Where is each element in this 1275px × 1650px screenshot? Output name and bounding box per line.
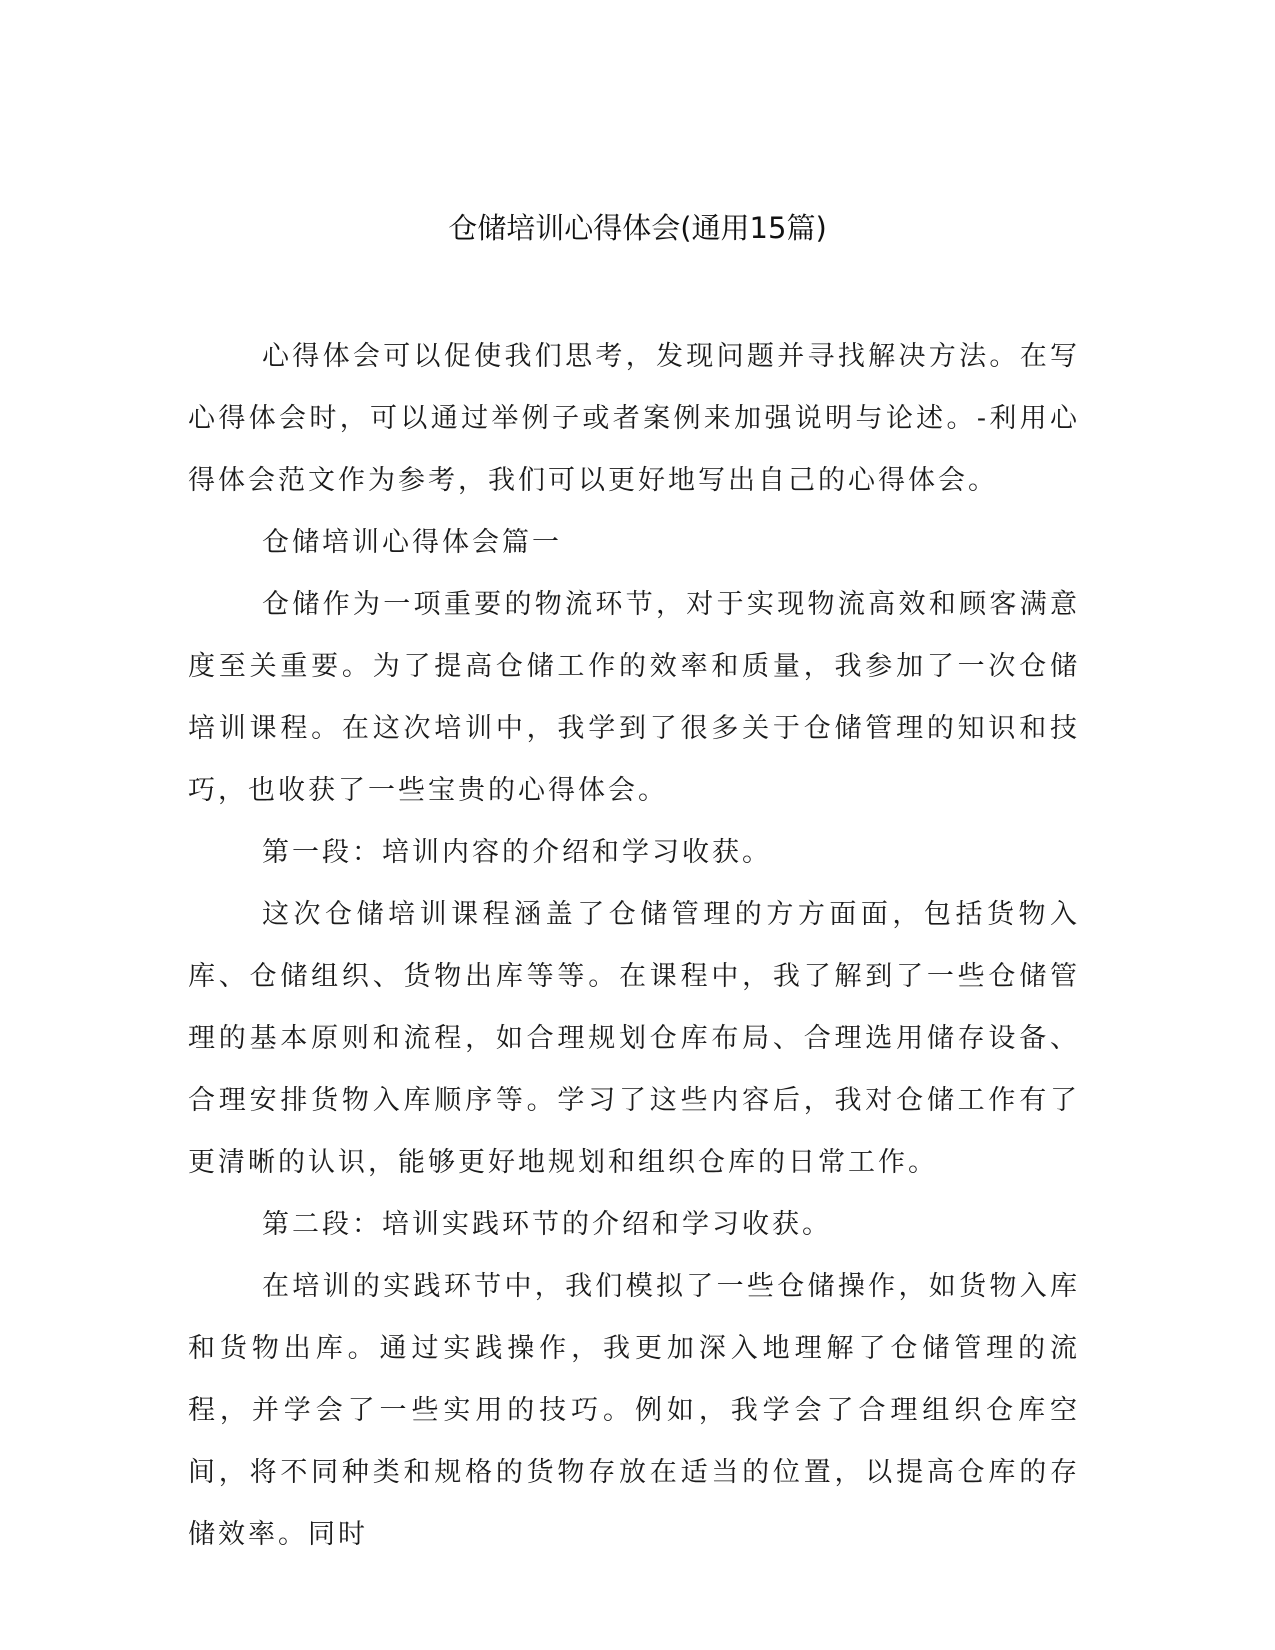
section-heading: 仓储培训心得体会篇一 [262, 527, 562, 558]
document-title: 仓储培训心得体会(通用15篇) [448, 211, 827, 245]
body-paragraph: 在培训的实践环节中，我们模拟了一些仓储操作，如货物入库和货物出库。通过实践操作，我更加深入地理解了仓储管理的流程，并学会了一些实用的技巧。例如，我学会了合理组织仓库空间，将不同种类和规格的货物存放在适当的位置，以提高仓库的存储效率。同时 [188, 1271, 1080, 1550]
body-paragraph: 这次仓储培训课程涵盖了仓储管理的方方面面，包括货物入库、仓储组织、货物出库等等。在课程中，我了解到了一些仓储管理的基本原则和流程，如合理规划仓库布局、合理选用储存设备、合理安排货物入库顺序等。学习了这些内容后，我对仓储工作有了更清晰的认识，能够更好地规划和组织仓库的日常工作。 [188, 899, 1080, 1178]
document-body [188, 326, 1080, 1566]
subsection-heading: 第一段：培训内容的介绍和学习收获。 [262, 837, 772, 868]
subsection-heading: 第二段：培训实践环节的介绍和学习收获。 [262, 1209, 832, 1240]
body-paragraph: 仓储作为一项重要的物流环节，对于实现物流高效和顾客满意度至关重要。为了提高仓储工作的效率和质量，我参加了一次仓储培训课程。在这次培训中，我学到了很多关于仓储管理的知识和技巧，也收获了一些宝贵的心得体会。 [188, 589, 1080, 806]
intro-paragraph: 心得体会可以促使我们思考，发现问题并寻找解决方法。在写心得体会时，可以通过举例子或者案例来加强说明与论述。-利用心得体会范文作为参考，我们可以更好地写出自己的心得体会。 [188, 341, 1080, 496]
